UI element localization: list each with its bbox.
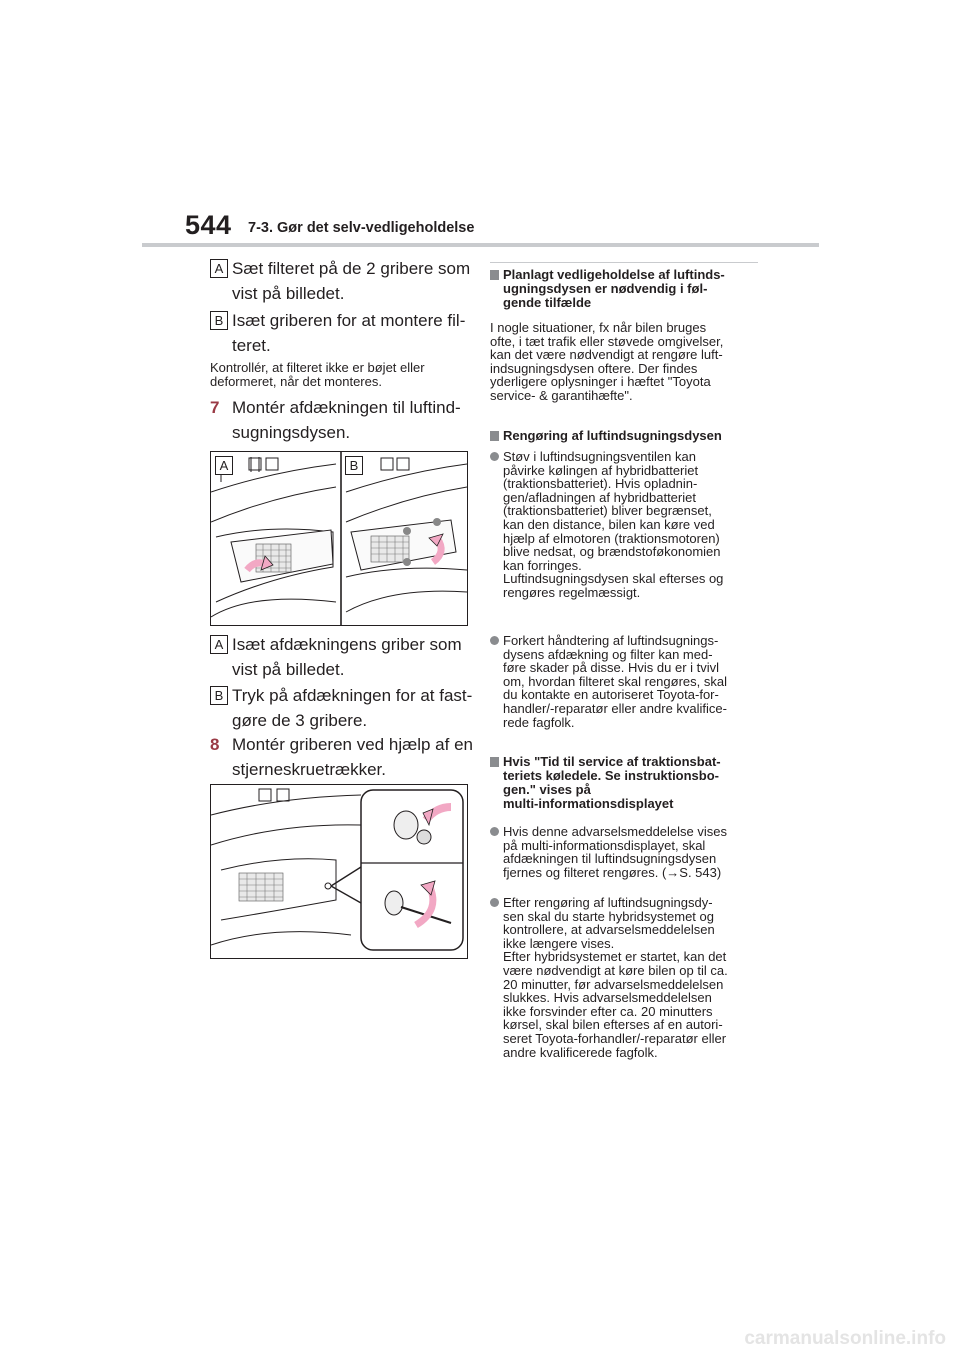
bullet-line: føre skader på disse. Hvis du er i tvivl bbox=[503, 660, 720, 676]
note-line1: Kontrollér, at filteret ikke er bøjet eller bbox=[210, 360, 425, 375]
paragraph-line: indsugningsdysen oftere. Der findes bbox=[490, 360, 698, 376]
heading-line: gende tilfælde bbox=[503, 295, 592, 310]
section-title: 7-3. Gør det selv-vedligeholdelse bbox=[248, 220, 475, 236]
bullet-line: Efter rengøring af luftindsugningsdy- bbox=[503, 895, 713, 910]
step-a2-line2: vist på billedet. bbox=[232, 660, 345, 679]
bullet-line: afdækningen til luftindsugningsdysen bbox=[503, 851, 717, 867]
heading-line: Planlagt vedligeholdelse af luftinds- bbox=[503, 267, 725, 282]
badge-a: A bbox=[210, 635, 228, 654]
bullet-line: påvirke kølingen af hybridbatteriet bbox=[503, 462, 699, 478]
step-b1-line2: teret. bbox=[232, 336, 271, 355]
step-number-7: 7 bbox=[210, 398, 220, 417]
round-bullet-icon bbox=[490, 636, 499, 645]
bullet-line: handler/-reparatør eller andre kvalifice- bbox=[503, 700, 727, 716]
bullet-line: på multi-informationsdisplayet, skal bbox=[503, 837, 706, 853]
bullet-line: 20 minutter, før advarselsmeddelelsen bbox=[503, 976, 724, 992]
bullet-line: Hvis denne advarselsmeddelelse vises bbox=[503, 824, 728, 839]
paragraph-situations bbox=[490, 321, 760, 403]
header-rule bbox=[142, 243, 819, 247]
paragraph-line: service- & garantihæfte". bbox=[490, 387, 633, 403]
step-8 bbox=[210, 732, 478, 782]
bullet-line: Efter hybridsystemet er startet, kan det bbox=[503, 949, 727, 965]
round-bullet-icon bbox=[490, 827, 499, 836]
page-number: 544 bbox=[185, 210, 232, 240]
heading-cleaning bbox=[490, 429, 760, 443]
bullet-line: ikke forsvinder efter ca. 20 minutters bbox=[503, 1003, 713, 1019]
step-b2 bbox=[210, 683, 478, 733]
step-7-line1: Montér afdækningen til luftind- bbox=[232, 398, 461, 417]
step-8-line2: stjerneskruetrækker. bbox=[232, 760, 386, 779]
bullet-line: slukkes. Hvis advarselsmeddelelsen bbox=[503, 990, 712, 1006]
step-b1-line1: Isæt griberen for at montere fil- bbox=[232, 311, 466, 330]
bullet-after-cleaning bbox=[490, 896, 760, 1059]
step-b1 bbox=[210, 308, 478, 358]
step-8-line1: Montér griberen ved hjælp af en bbox=[232, 735, 473, 754]
figure-cover-install-illustration bbox=[211, 452, 467, 625]
step-number-8: 8 bbox=[210, 735, 220, 754]
bullet-handling bbox=[490, 634, 760, 729]
bullet-line: sen skal du starte hybridsystemet og bbox=[503, 908, 714, 924]
badge-b: B bbox=[210, 686, 228, 705]
bullet-warning-shown bbox=[490, 825, 760, 879]
heading-planned-maintenance bbox=[490, 268, 760, 310]
bullet-line: være nødvendigt at køre bilen op til ca. bbox=[503, 962, 728, 978]
note-line2: deformeret, når det monteres. bbox=[210, 374, 382, 389]
heading-service-message bbox=[490, 755, 760, 811]
figure-retainer-install-illustration bbox=[211, 785, 467, 958]
figure-label-a: A bbox=[215, 456, 233, 475]
bullet-line: dysens afdækning og filter kan med- bbox=[503, 646, 713, 662]
bullet-line: seret Toyota-forhandler/-reparatør eller bbox=[503, 1030, 727, 1046]
step-a2 bbox=[210, 632, 478, 682]
round-bullet-icon bbox=[490, 452, 499, 461]
bullet-line: Støv i luftindsugningsventilen kan bbox=[503, 449, 696, 464]
step-a1-line1: Sæt filteret på de 2 gribere som bbox=[232, 259, 471, 278]
figure-retainer-install bbox=[210, 784, 468, 959]
heading-line: gen." vises på bbox=[503, 782, 591, 797]
heading-line: Rengøring af luftindsugningsdysen bbox=[503, 428, 722, 443]
bullet-line: hjælp af elmotoren (traktionsmotoren) bbox=[503, 530, 720, 546]
note bbox=[210, 361, 478, 389]
bullet-line: kan den distance, bilen kan køre ved bbox=[503, 516, 715, 532]
step-b2-line2: gøre de 3 gribere. bbox=[232, 711, 368, 730]
bullet-line: (traktionsbatteriet) bliver begrænset, bbox=[503, 503, 712, 519]
heading-line: Hvis "Tid til service af traktionsbat- bbox=[503, 754, 721, 769]
bullet-line: kontrollere, at advarselsmeddelelsen bbox=[503, 922, 715, 938]
step-7 bbox=[210, 395, 478, 445]
bullet-line: rede fagfolk. bbox=[503, 714, 575, 730]
figure-label-b: B bbox=[345, 456, 363, 475]
watermark: carmanualsonline.info bbox=[744, 1328, 946, 1349]
bullet-line: ikke længere vises. bbox=[503, 935, 615, 951]
bullet-line: Luftindsugningsdysen skal efterses og bbox=[503, 571, 724, 587]
heading-line: multi-informationsdisplayet bbox=[503, 796, 674, 811]
bullet-line: fjernes og filteret rengøres. (→S. 543) bbox=[503, 864, 722, 880]
bullet-line: om, hvordan filteret skal rengøres, skal bbox=[503, 673, 727, 689]
bullet-line: Forkert håndtering af luftindsugnings- bbox=[503, 633, 719, 648]
badge-a: A bbox=[210, 259, 228, 278]
badge-b: B bbox=[210, 311, 228, 330]
bullet-line: du kontakte en autoriseret Toyota-for- bbox=[503, 687, 719, 703]
paragraph-line: ofte, i tæt trafik eller støvede omgivelser, bbox=[490, 333, 724, 349]
bullet-line: kørsel, skal bilen efterses af en autori- bbox=[503, 1017, 723, 1033]
bullet-line: kan forringes. bbox=[503, 557, 582, 573]
step-a2-line1: Isæt afdækningens griber som bbox=[232, 635, 462, 654]
square-bullet-icon bbox=[490, 431, 499, 441]
bullet-line: (traktionsbatteriet). Hvis opladnin- bbox=[503, 476, 698, 492]
figure-cover-install bbox=[210, 451, 468, 626]
paragraph-line: kan det være nødvendigt at rengøre luft- bbox=[490, 347, 723, 363]
paragraph-line: yderligere oplysninger i hæftet "Toyota bbox=[490, 374, 711, 390]
step-a1 bbox=[210, 256, 478, 306]
round-bullet-icon bbox=[490, 898, 499, 907]
bullet-line: rengøres regelmæssigt. bbox=[503, 584, 641, 600]
step-a1-line2: vist på billedet. bbox=[232, 284, 345, 303]
heading-line: ugningsdysen er nødvendig i føl- bbox=[503, 281, 708, 296]
step-b2-line1: Tryk på afdækningen for at fast- bbox=[232, 686, 473, 705]
heading-line: teriets køledele. Se instruktionsbo- bbox=[503, 768, 719, 783]
square-bullet-icon bbox=[490, 757, 499, 767]
right-column-rule bbox=[490, 262, 758, 263]
square-bullet-icon bbox=[490, 270, 499, 280]
bullet-line: blive nedsat, og brændstoføkonomien bbox=[503, 544, 721, 560]
paragraph-line: I nogle situationer, fx når bilen bruges bbox=[490, 320, 707, 335]
step-7-line2: sugningsdysen. bbox=[232, 423, 351, 442]
bullet-dust bbox=[490, 450, 760, 600]
bullet-line: gen/afladningen af hybridbatteriet bbox=[503, 489, 696, 505]
bullet-line: andre kvalificerede fagfolk. bbox=[503, 1044, 658, 1060]
